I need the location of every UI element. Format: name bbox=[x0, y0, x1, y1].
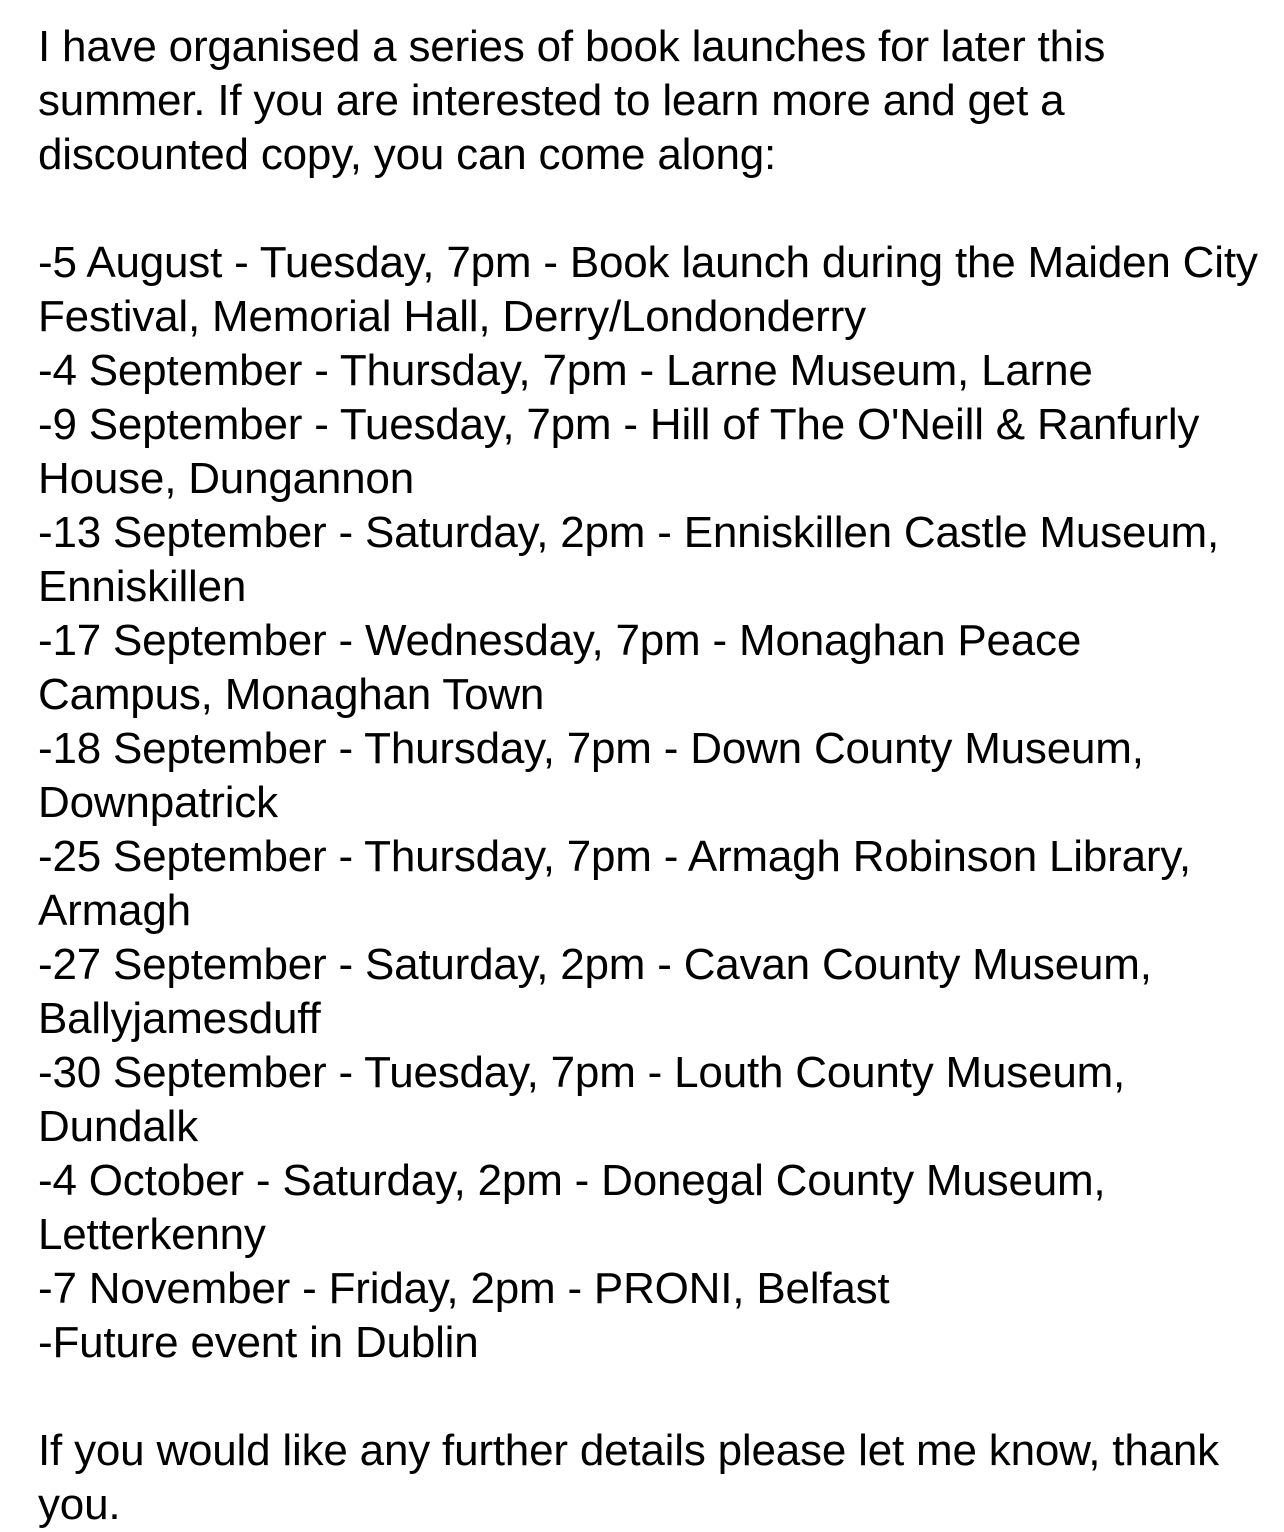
event-item: -18 September - Thursday, 7pm - Down County Museum, Downpatrick bbox=[38, 724, 1144, 827]
event-item: -13 September - Saturday, 2pm - Enniskillen Castle Museum, Enniskillen bbox=[38, 508, 1219, 611]
event-item: -5 August - Tuesday, 7pm - Book launch during the Maiden City Festival, Memorial Hall, Derry/Londonderry bbox=[38, 238, 1258, 341]
event-item: -27 September - Saturday, 2pm - Cavan County Museum, Ballyjamesduff bbox=[38, 940, 1152, 1043]
event-item: -7 November - Friday, 2pm - PRONI, Belfast bbox=[38, 1264, 890, 1313]
event-item: -9 September - Tuesday, 7pm - Hill of The O'Neill & Ranfurly House, Dungannon bbox=[38, 400, 1200, 503]
event-list bbox=[38, 236, 1263, 1370]
post-body bbox=[38, 20, 1263, 1532]
closing-paragraph: If you would like any further details please let me know, thank you. bbox=[38, 1426, 1219, 1529]
intro-paragraph: I have organised a series of book launches for later this summer. If you are interested to learn more and get a discounted copy, you can come along: bbox=[38, 22, 1106, 179]
event-item: -30 September - Tuesday, 7pm - Louth County Museum, Dundalk bbox=[38, 1048, 1126, 1151]
paragraph-spacer bbox=[38, 1370, 1263, 1424]
event-item: -4 September - Thursday, 7pm - Larne Museum, Larne bbox=[38, 346, 1093, 395]
event-item: -25 September - Thursday, 7pm - Armagh Robinson Library, Armagh bbox=[38, 832, 1191, 935]
event-item: -17 September - Wednesday, 7pm - Monaghan Peace Campus, Monaghan Town bbox=[38, 616, 1082, 719]
event-item: -4 October - Saturday, 2pm - Donegal County Museum, Letterkenny bbox=[38, 1156, 1106, 1259]
event-item: -Future event in Dublin bbox=[38, 1318, 479, 1367]
paragraph-spacer bbox=[38, 182, 1263, 236]
